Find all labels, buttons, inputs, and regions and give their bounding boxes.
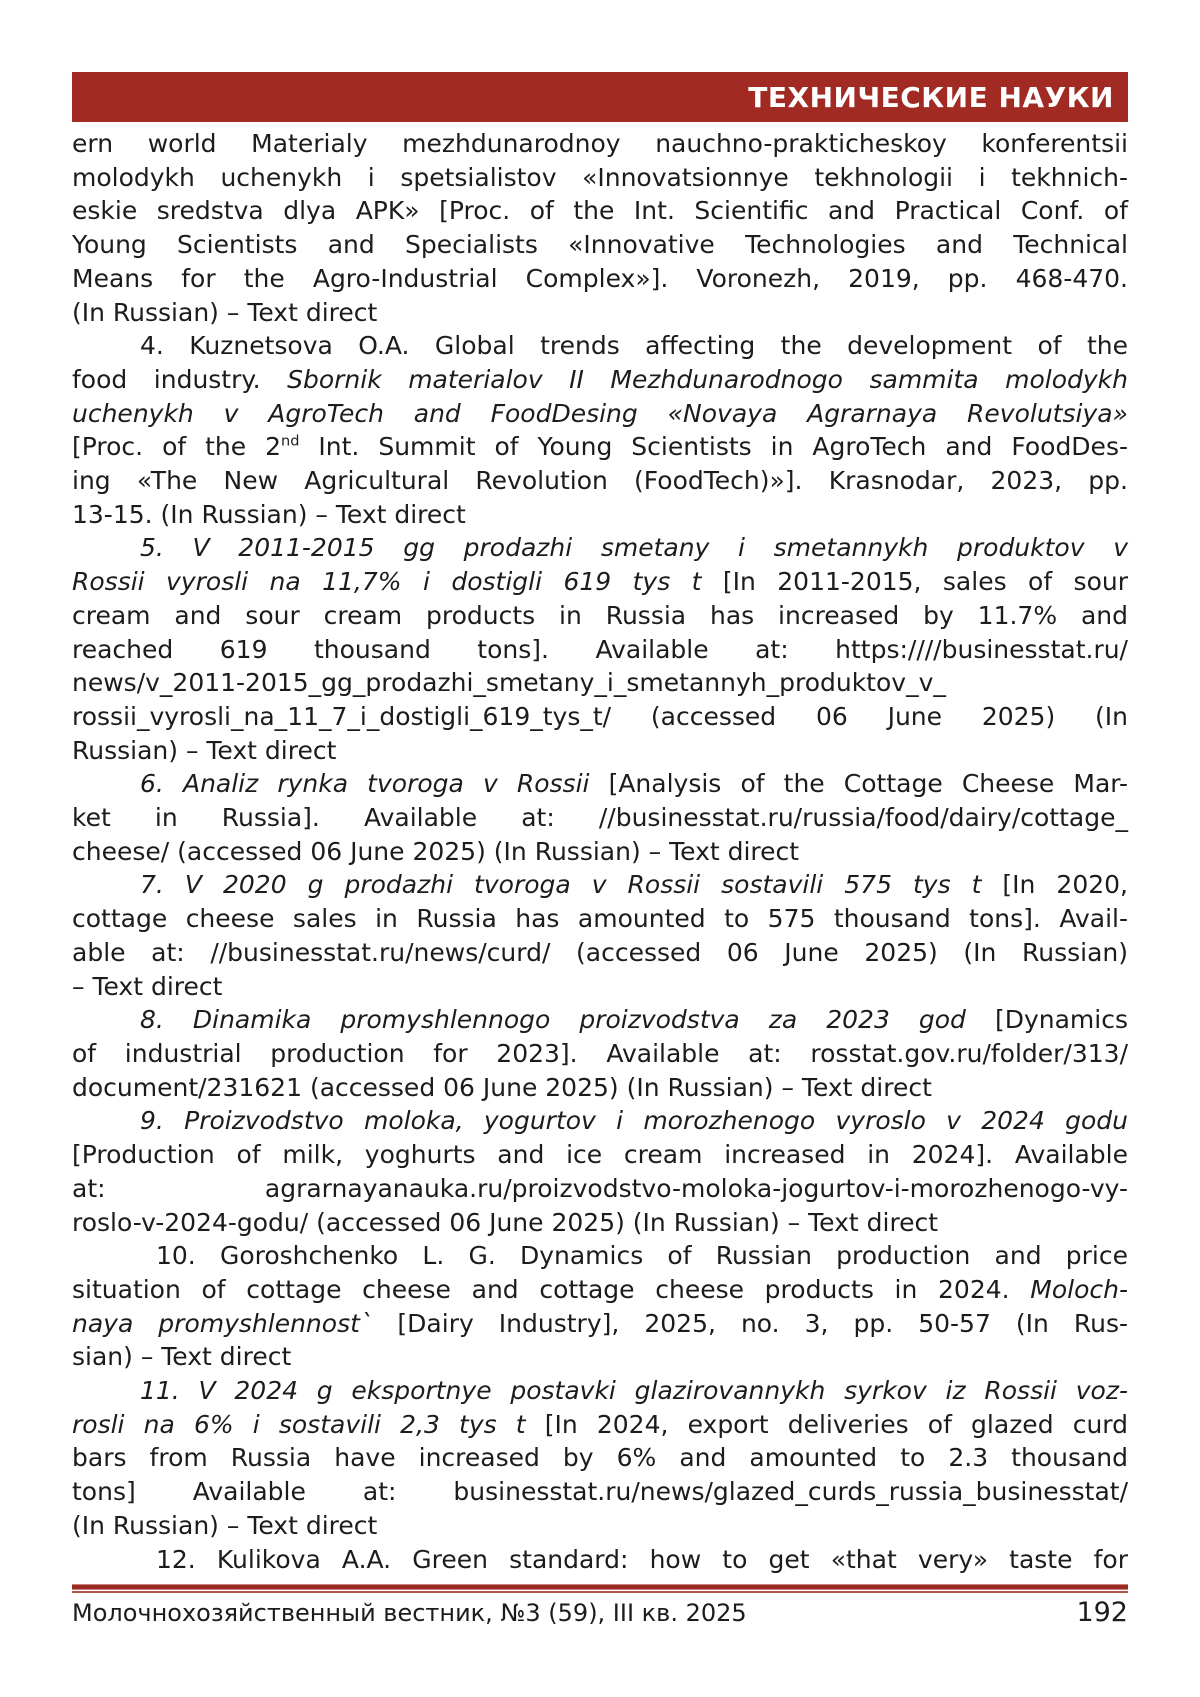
- reference-text: [Dynamics: [965, 1005, 1128, 1035]
- reference-text: roslo-v-2024-godu/ (accessed 06 June 2025) (In Russian) – Text direct: [72, 1207, 939, 1237]
- reference-text: sian) – Text direct: [72, 1342, 292, 1372]
- reference-text: cottage cheese sales in Russia has amounted to 575 thousand tons]. Avail-: [72, 904, 1128, 934]
- reference-text: – Text direct: [72, 971, 223, 1001]
- reference-line: [72, 430, 1128, 464]
- reference-line: [72, 1138, 1128, 1172]
- reference-line: [72, 498, 1128, 532]
- page-footer: [72, 1597, 1128, 1628]
- reference-line: [72, 228, 1128, 262]
- reference-text: Russian) – Text direct: [72, 735, 337, 765]
- section-title: ТЕХНИЧЕСКИЕ НАУКИ: [748, 80, 1114, 114]
- reference-text: eskie sredstva dlya APK» [Proc. of the Int. Scientific and Practical Conf. of: [72, 196, 1128, 226]
- reference-text: ern world Materialy mezhdunarodnoy nauchno-prakticheskoy konferentsii: [72, 129, 1128, 158]
- section-header-bar: [72, 72, 1128, 122]
- reference-line: [72, 262, 1128, 296]
- reference-line: [72, 161, 1128, 195]
- reference-text: of industrial production for 2023]. Available at: rosstat.gov.ru/folder/313/: [72, 1038, 1128, 1068]
- reference-text: 5. V 2011-2015 gg prodazhi smetany i smetannykh produktov v: [140, 533, 1128, 563]
- reference-text: [Production of milk, yoghurts and ice cream increased in 2024]. Available: [72, 1140, 1128, 1170]
- reference-text: Sbornik materialov II Mezhdunarodnogo sammita molodykh: [287, 364, 1128, 394]
- reference-text: 4. Kuznetsova O.A. Global trends affecting the development of the: [140, 331, 1128, 361]
- reference-paragraph: [72, 767, 1128, 868]
- reference-line: [72, 565, 1128, 599]
- reference-text: (In Russian) – Text direct: [72, 297, 378, 327]
- reference-text: Rossii vyrosli na 11,7% i dostigli 619 tys t: [72, 567, 702, 597]
- reference-text: 11. V 2024 g eksportnye postavki glazirovannykh syrkov iz Rossii voz-: [140, 1376, 1128, 1406]
- superscript-text: nd: [281, 434, 300, 450]
- reference-line: [72, 194, 1128, 228]
- reference-text: Int. Summit of Young Scientists in AgroTech and FoodDes-: [299, 432, 1128, 462]
- reference-line: [72, 397, 1128, 431]
- reference-line: [72, 1408, 1128, 1442]
- reference-text: reached 619 thousand tons]. Available at: https:////businesstat.ru/: [72, 634, 1128, 664]
- reference-line: [72, 1003, 1128, 1037]
- reference-text: news/v_2011-2015_gg_prodazhi_smetany_i_smetannyh_produktov_v_: [72, 668, 946, 698]
- reference-line: [72, 1509, 1128, 1543]
- reference-text: food industry.: [72, 364, 288, 394]
- reference-line: [72, 700, 1128, 734]
- reference-text: bars from Russia have increased by 6% and amounted to 2.3 thousand: [72, 1443, 1128, 1473]
- reference-paragraph: [72, 329, 1128, 531]
- reference-line: [72, 734, 1128, 768]
- reference-text: able at: //businesstat.ru/news/curd/ (accessed 06 June 2025) (In Russian): [72, 937, 1128, 967]
- reference-line: [72, 835, 1128, 869]
- reference-line: [72, 1543, 1128, 1577]
- reference-paragraph: [72, 1374, 1128, 1543]
- reference-line: [72, 1206, 1128, 1240]
- reference-line: [72, 1104, 1128, 1138]
- reference-line: [72, 970, 1128, 1004]
- reference-line: [72, 801, 1128, 835]
- reference-paragraph: [72, 1239, 1128, 1374]
- reference-text: ing «The New Agricultural Revolution (FoodTech)»]. Krasnodar, 2023, pp.: [72, 466, 1128, 496]
- reference-line: [72, 633, 1128, 667]
- reference-line: [72, 902, 1128, 936]
- reference-text: 8. Dinamika promyshlennogo proizvodstva za 2023 god: [140, 1005, 966, 1035]
- reference-line: [72, 767, 1128, 801]
- reference-text: cheese/ (accessed 06 June 2025) (In Russian) – Text direct: [72, 836, 800, 866]
- reference-text: at: agrarnayanauka.ru/proizvodstvo-moloka-jogurtov-i-morozhenogo-vy-: [72, 1173, 1128, 1203]
- reference-line: [72, 1071, 1128, 1105]
- reference-text: rossii_vyrosli_na_11_7_i_dostigli_619_tys_t/ (accessed 06 June 2025) (In: [72, 701, 1128, 731]
- reference-text: 7. V 2020 g prodazhi tvoroga v Rossii sostavili 575 tys t: [140, 870, 982, 900]
- reference-paragraph: [72, 127, 1128, 329]
- reference-paragraph: [72, 1003, 1128, 1104]
- reference-line: [72, 1340, 1128, 1374]
- reference-text: [In 2024, export deliveries of glazed curd: [525, 1409, 1129, 1439]
- reference-text: [Dairy Industry], 2025, no. 3, pp. 50-57 (In Rus-: [372, 1308, 1128, 1338]
- reference-line: [72, 127, 1128, 161]
- reference-text: (In Russian) – Text direct: [72, 1510, 378, 1540]
- reference-line: [72, 296, 1128, 330]
- reference-line: [72, 329, 1128, 363]
- reference-text: Young Scientists and Specialists «Innovative Technologies and Technical: [72, 230, 1128, 260]
- reference-text: [In 2020,: [981, 870, 1128, 900]
- reference-paragraph: [72, 1543, 1128, 1577]
- reference-paragraph: [72, 531, 1128, 767]
- reference-text: Moloch-: [1030, 1274, 1128, 1304]
- reference-line: [72, 1172, 1128, 1206]
- reference-paragraph: [72, 868, 1128, 1003]
- reference-line: [72, 1475, 1128, 1509]
- reference-text: document/231621 (accessed 06 June 2025) (In Russian) – Text direct: [72, 1072, 932, 1102]
- reference-line: [72, 1239, 1128, 1273]
- reference-text: 10. Goroshchenko L. G. Dynamics of Russian production and price: [156, 1241, 1128, 1271]
- reference-text: tons] Available at: businesstat.ru/news/glazed_curds_russia_businesstat/: [72, 1477, 1128, 1507]
- reference-text: rosli na 6% i sostavili 2,3 tys t: [72, 1409, 526, 1439]
- reference-line: [72, 464, 1128, 498]
- reference-text: ket in Russia]. Available at: //businesstat.ru/russia/food/dairy/cottage_: [72, 803, 1128, 833]
- reference-text: Means for the Agro-Industrial Complex»]. Voronezh, 2019, pp. 468-470.: [72, 263, 1128, 293]
- reference-line: [72, 531, 1128, 565]
- reference-text: [Proc. of the 2: [72, 432, 282, 462]
- reference-text: 6. Analiz rynka tvoroga v Rossii: [140, 769, 590, 799]
- reference-text: molodykh uchenykh i spetsialistov «Innovatsionnye tekhnologii i tekhnich-: [72, 162, 1128, 192]
- reference-paragraph: [72, 1104, 1128, 1239]
- reference-text: [In 2011-2015, sales of sour: [701, 567, 1128, 597]
- reference-line: [72, 599, 1128, 633]
- reference-line: [72, 936, 1128, 970]
- reference-text: cream and sour cream products in Russia has increased by 11.7% and: [72, 600, 1128, 630]
- reference-text: 12. Kulikova A.A. Green standard: how to get «that very» taste for: [156, 1544, 1128, 1574]
- reference-text: 13-15. (In Russian) – Text direct: [72, 499, 466, 529]
- reference-text: [Analysis of the Cottage Cheese Mar-: [589, 769, 1129, 799]
- reference-text: uchenykh v AgroTech and FoodDesing «Novaya Agrarnaya Revolutsiya»: [72, 398, 1128, 428]
- reference-line: [72, 1037, 1128, 1071]
- reference-line: [72, 1441, 1128, 1475]
- reference-line: [72, 1307, 1128, 1341]
- references-list: [72, 127, 1128, 1576]
- page-number: 192: [1076, 1597, 1128, 1629]
- footer-divider: [72, 1584, 1128, 1593]
- journal-title: Молочнохозяйственный вестник, №3 (59), III кв. 2025: [72, 1599, 747, 1628]
- reference-text: 9. Proizvodstvo moloka, yogurtov i morozhenogo vyroslo v 2024 godu: [140, 1106, 1128, 1136]
- reference-line: [72, 1273, 1128, 1307]
- reference-line: [72, 666, 1128, 700]
- reference-line: [72, 868, 1128, 902]
- reference-text: naya promyshlennost`: [72, 1308, 373, 1338]
- reference-text: situation of cottage cheese and cottage cheese products in 2024.: [72, 1274, 1031, 1304]
- reference-line: [72, 1374, 1128, 1408]
- reference-line: [72, 363, 1128, 397]
